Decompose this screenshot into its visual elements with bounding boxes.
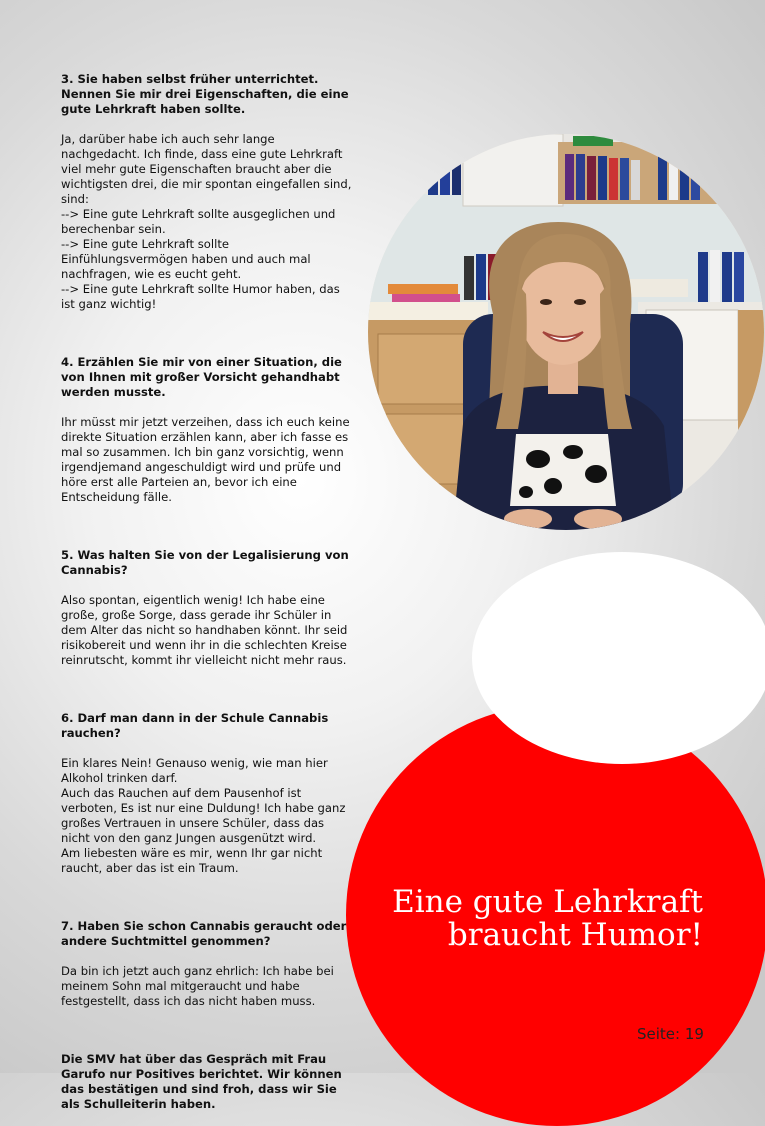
headline-line-2: braucht Humor! [447, 917, 703, 953]
answer-7-line: Da bin ich jetzt auch ganz ehrlich: Ich habe bei meinem Sohn mal mitgeraucht und habe festgestellt, dass ich das nicht haben muss. [61, 964, 334, 1008]
answer-7 [61, 964, 356, 1009]
interview-section-6 [61, 711, 356, 876]
closing-statement: Die SMV hat über das Gespräch mit Frau Garufo nur Positives berichtet. Wir können das bestätigen und sind froh, dass wir Sie als Schulleiterin haben. [61, 1052, 342, 1111]
question-7: 7. Haben Sie schon Cannabis geraucht oder andere Suchtmittel genommen? [61, 919, 347, 948]
interview-section-4 [61, 355, 356, 505]
white-decor-circle [472, 552, 765, 764]
answer-3-line: --> Eine gute Lehrkraft sollte Humor haben, das ist ganz wichtig! [61, 282, 340, 311]
question-6: 6. Darf man dann in der Schule Cannabis rauchen? [61, 711, 329, 740]
answer-6-line: Auch das Rauchen auf dem Pausenhof ist verboten, Es ist nur eine Duldung! Ich habe ganz großes Vertrauen in unsere Schüler, dass das nicht von den ganz Jungen ausgenützt wird. [61, 786, 346, 845]
page-number: Seite: 19 [637, 1025, 704, 1043]
answer-3-line: --> Eine gute Lehrkraft sollte ausgeglichen und berechenbar sein. [61, 207, 336, 236]
interview-section-5 [61, 548, 356, 668]
answer-3-line: --> Eine gute Lehrkraft sollte Einfühlungsvermögen haben und auch mal nachfragen, wie es eucht geht. [61, 237, 311, 281]
answer-4 [61, 415, 356, 505]
headline-line-1: Eine gute Lehrkraft [392, 884, 703, 920]
answer-5 [61, 593, 356, 668]
answer-6-line: Am liebesten wäre es mir, wenn Ihr gar nicht raucht, aber das ist ein Traum. [61, 846, 323, 875]
portrait-photo [368, 134, 764, 530]
question-5: 5. Was halten Sie von der Legalisierung von Cannabis? [61, 548, 349, 577]
headline-quote [383, 886, 703, 952]
question-3: 3. Sie haben selbst früher unterrichtet. Nennen Sie mir drei Eigenschaften, die eine gute Lehrkraft haben sollte. [61, 72, 349, 116]
office-portrait-illustration [368, 134, 764, 530]
answer-5-line: Also spontan, eigentlich wenig! Ich habe eine große, große Sorge, dass gerade ihr Schüler in dem Alter das nicht so handhaben könnt. Ihr seid risikobereit und wenn ihr in die schlechten Kreise reinrutscht, kommt ihr vielleicht nicht mehr raus. [61, 593, 348, 667]
answer-4-line: Ihr müsst mir jetzt verzeihen, dass ich euch keine direkte Situation erzählen kann, aber ich fasse es mal so zusammen. Ich bin ganz vorsichtig, wenn irgendjemand angeschuldigt wird und prüfe und höre erst alle Parteien an, bevor ich eine Entscheidung fälle. [61, 415, 350, 504]
answer-6-line: Ein klares Nein! Genauso wenig, wie man hier Alkohol trinken darf. [61, 756, 328, 785]
interview-section-7 [61, 919, 356, 1009]
answer-3-line: Ja, darüber habe ich auch sehr lange nachgedacht. Ich finde, dass eine gute Lehrkraft viel mehr gute Eigenschaften braucht aber die wichtigsten drei, die mir spontan eingefallen sind, sind: [61, 132, 352, 206]
interview-text-column [61, 72, 356, 1112]
answer-6 [61, 756, 356, 876]
interview-section-3 [61, 72, 356, 312]
answer-3 [61, 132, 356, 312]
question-4: 4. Erzählen Sie mir von einer Situation, die von Ihnen mit großer Vorsicht gehandhabt werden musste. [61, 355, 342, 399]
